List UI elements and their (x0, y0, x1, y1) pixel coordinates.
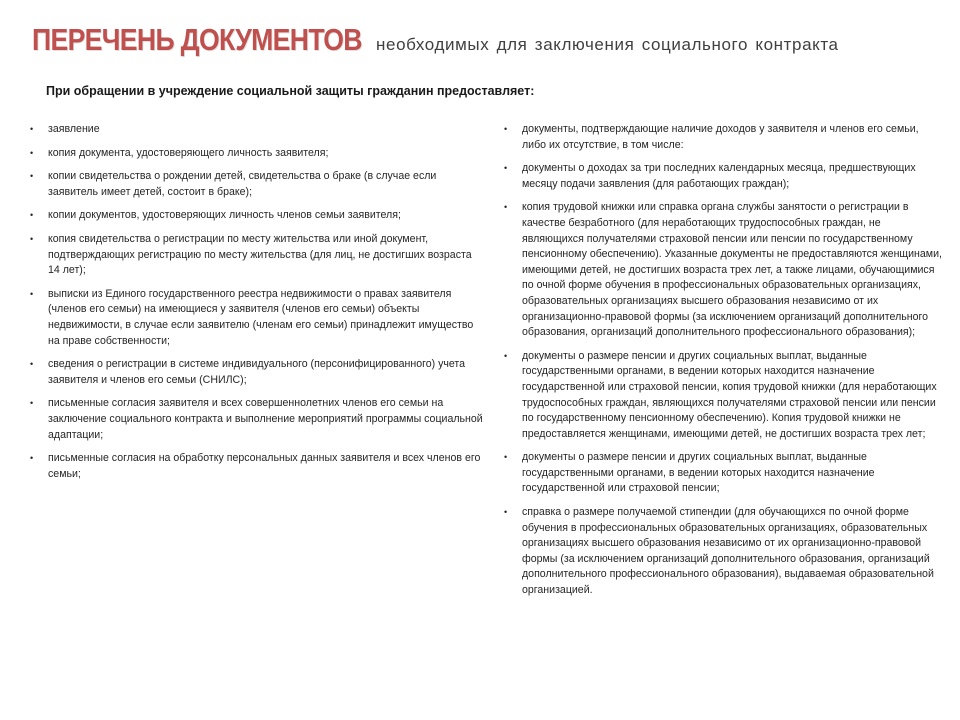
list-item-text: копии документов, удостоверяющих личность членов семьи заявителя; (48, 209, 401, 222)
page-title-subtitle: необходимых для заключения социального контракта (376, 35, 839, 54)
list-item (30, 451, 486, 482)
bullet-icon: • (30, 147, 34, 158)
page-title: ПЕРЕЧЕНЬ ДОКУМЕНТОВ (32, 22, 362, 57)
list-item-text: документы о размере пенсии и других социальных выплат, выданные государственными органами, в ведении которых находится назначение государственной или страховой пенсии; (522, 451, 875, 495)
bullet-icon: • (504, 124, 508, 134)
list-item (504, 122, 942, 153)
list-item-text: документы о размере пенсии и других социальных выплат, выданные государственными органами, в ведении которых находится назначение государственной или страховой пенсии, копия трудовой книжки (для неработающих трудоспособных граждан, являющихся получателями страховой пенсии или пенсии по государственному пенсионному обеспечению). Копия трудовой книжки не предоставляется женщинами, имеющими детей, не достигших возраста трех лет; (522, 349, 937, 440)
bullet-icon: • (30, 359, 34, 370)
list-item (504, 505, 942, 599)
bullet-icon: • (504, 507, 508, 518)
bullet-icon: • (504, 452, 508, 463)
list-item (30, 396, 486, 443)
list-item (504, 450, 942, 497)
list-item-text: документы, подтверждающие наличие доходов у заявителя и членов его семьи, либо их отсутствие, в том числе: (522, 123, 919, 151)
list-item-text: копия свидетельства о регистрации по месту жительства или иной документ, подтверждающих регистрацию по месту жительства (для лиц, не достигших возраста 14 лет); (48, 232, 472, 277)
list-item-text: документы о доходах за три последних календарных месяца, предшествующих месяцу подачи заявления (для работающих граждан); (522, 162, 916, 190)
list-item (30, 357, 486, 388)
list-item-text: копии свидетельства о рождении детей, свидетельства о браке (в случае если заявитель имеет детей, состоит в браке); (48, 170, 437, 198)
right-document-list (504, 122, 942, 607)
list-item (30, 287, 486, 349)
left-document-list (30, 122, 486, 490)
list-item (30, 208, 486, 224)
list-item (30, 169, 486, 200)
bullet-icon: • (30, 288, 34, 299)
bullet-icon: • (504, 350, 508, 361)
list-item (30, 232, 486, 279)
list-item-text: копия трудовой книжки или справка органа службы занятости о регистрации в качестве безработного (для неработающих трудоспособных граждан, не являющихся получателями страховой пенсии или пенсии по государственному пенсионному обеспечению). Указанные документы не предоставляются женщинами, имеющими детей, не достигших возраста трех лет, а также лицами, обучающимися по очной форме обучения в профессиональных образовательных организациях, образовательных организациях высшего образования независимо от их организационно-правовой формы (за исключением организаций дополнительного образования, организаций дополнительного профессионального образования); (522, 201, 942, 339)
bullet-icon: • (30, 398, 34, 409)
bullet-icon: • (30, 233, 34, 244)
page-header (32, 22, 932, 58)
bullet-icon: • (504, 202, 508, 213)
list-item (504, 349, 942, 443)
list-item-text: письменные согласия заявителя и всех совершеннолетних членов его семьи на заключение социального контракта и выполнение мероприятий программы социальной адаптации; (48, 397, 483, 441)
list-item-text: сведения о регистрации в системе индивидуального (персонифицированного) учета заявителя и членов его семьи (СНИЛС); (48, 358, 466, 386)
list-item-text: копия документа, удостоверяющего личность заявителя; (48, 146, 329, 159)
bullet-icon: • (30, 210, 34, 221)
bullet-icon: • (30, 171, 34, 182)
intro-heading: При обращении в учреждение социальной защиты гражданин предоставляет: (46, 84, 535, 98)
list-item-text: справка о размере получаемой стипендии (для обучающихся по очной форме обучения в профессиональных образовательных организациях, образовательных организациях высшего образования независимо от их организационно-правовой формы (за исключением организаций дополнительного образования, организаций дополнительного профессионального образования), выдаваемая образовательной организацией. (522, 506, 934, 597)
list-item-text: заявление (48, 123, 100, 135)
list-item (30, 122, 486, 138)
list-item-text: письменные согласия на обработку персональных данных заявителя и всех членов его семьи; (48, 452, 481, 480)
list-item (504, 200, 942, 340)
bullet-icon: • (30, 453, 34, 464)
list-item (30, 146, 486, 162)
list-item (504, 161, 942, 192)
bullet-icon: • (504, 163, 508, 174)
bullet-icon: • (30, 124, 34, 134)
list-item-text: выписки из Единого государственного реестра недвижимости о правах заявителя (членов его семьи) на имеющиеся у заявителя (членов его семьи) объекты недвижимости, в случае если заявителю (членам его семьи) принадлежит имущество на праве собственности; (48, 287, 474, 347)
